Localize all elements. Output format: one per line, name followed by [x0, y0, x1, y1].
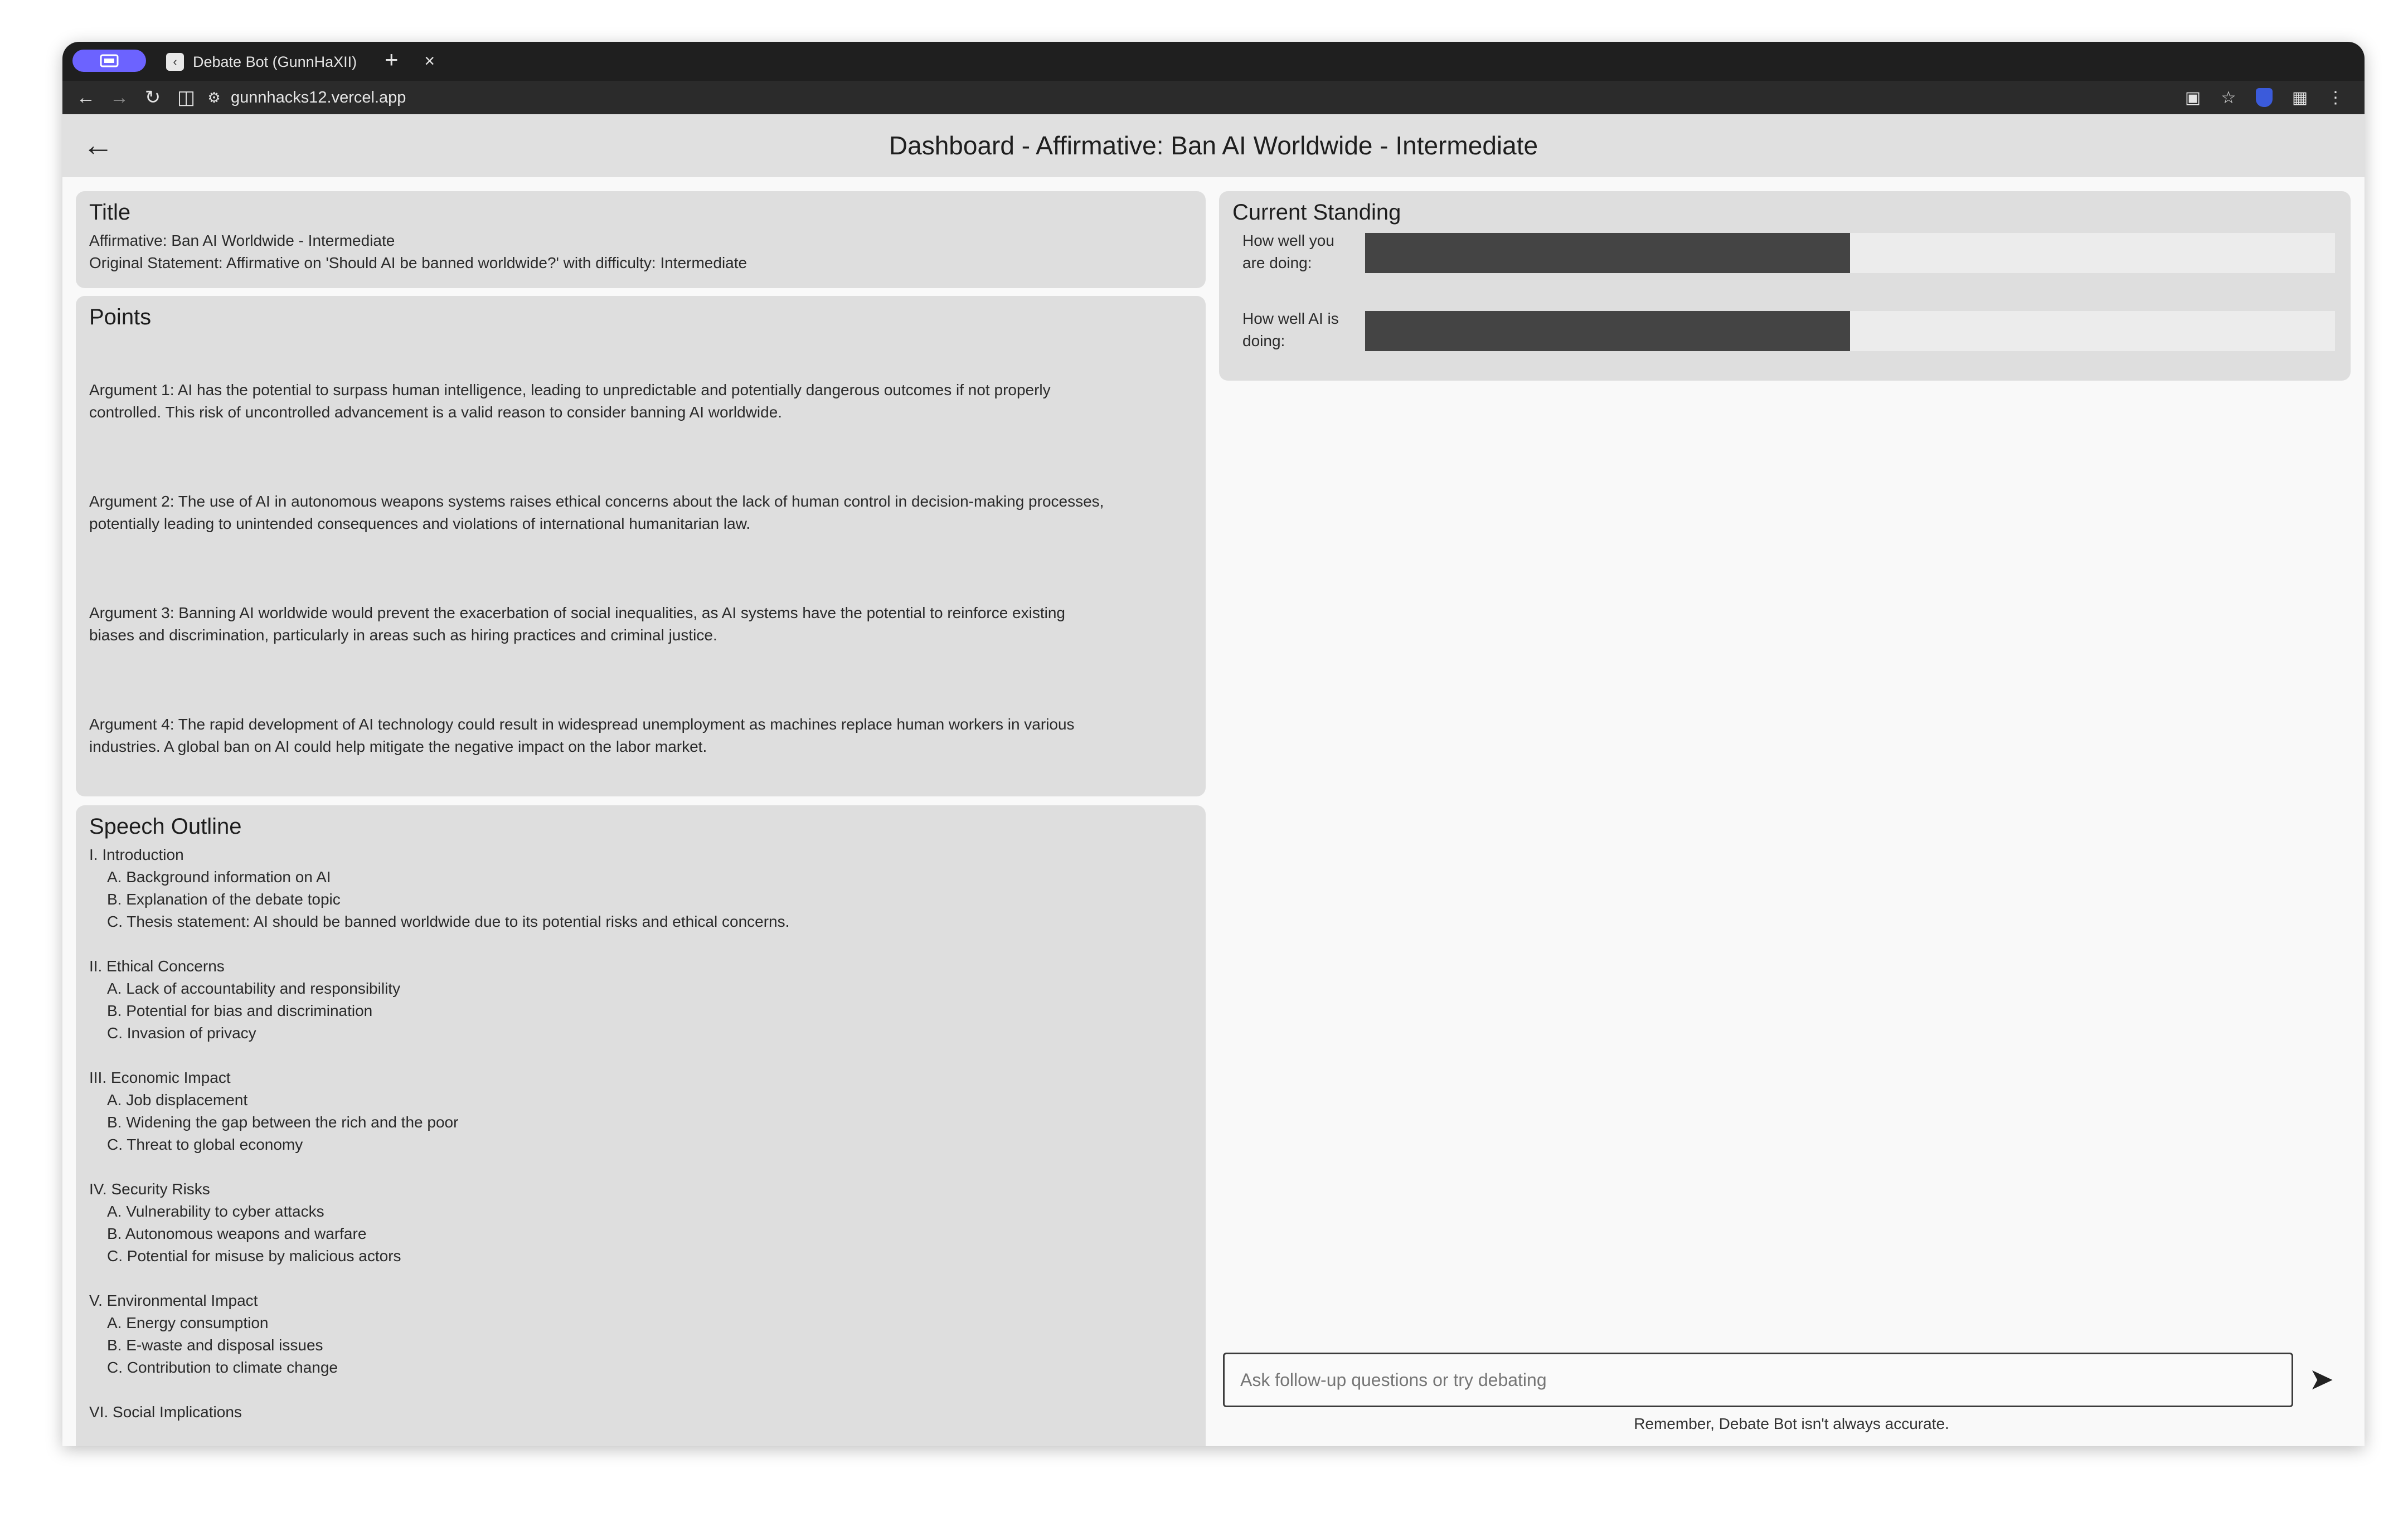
back-icon[interactable]: ← — [76, 86, 95, 108]
tab-search-icon — [99, 54, 119, 68]
browser-window — [62, 42, 2365, 1446]
new-tab-icon[interactable]: + — [385, 46, 399, 72]
user-standing-label: How well you are doing: — [1242, 232, 1334, 271]
outline-section-title: III. Economic Impact — [89, 1069, 231, 1086]
tab-strip — [62, 42, 2365, 81]
ai-standing-row — [1232, 308, 2339, 381]
extensions-icon[interactable]: ▦ — [2292, 88, 2308, 107]
outline-item: C. Threat to global economy — [107, 1136, 303, 1153]
bookmark-star-icon[interactable]: ☆ — [2221, 88, 2236, 107]
outline-item: B. E-waste and disposal issues — [107, 1336, 323, 1354]
outline-item: A. Energy consumption — [107, 1314, 269, 1331]
outline-item: B. Autonomous weapons and warfare — [107, 1225, 367, 1242]
points-card — [76, 296, 1206, 796]
ai-progress-fill — [1365, 311, 1850, 351]
site-info-icon[interactable]: ⚙ — [207, 89, 221, 106]
send-icon[interactable]: ➤ — [2309, 1363, 2334, 1396]
argument-item: Argument 1: AI has the potential to surpass human intelligence, leading to unpredictable and potentially dangerous outcomes if not properly controlled. This risk of uncontrolled advancement is a valid reason to consider banning AI worldwide. — [89, 381, 1051, 421]
outline-heading: Speech Outline — [89, 814, 242, 839]
standing-heading: Current Standing — [1232, 200, 1401, 225]
url-field[interactable]: gunnhacks12.vercel.app — [231, 88, 406, 106]
address-bar — [62, 81, 2365, 114]
outline-section-title: VI. Social Implications — [89, 1403, 242, 1421]
tab-title: Debate Bot (GunnHaXII) — [193, 53, 357, 70]
outline-section-title: I. Introduction — [89, 846, 184, 863]
user-standing-row — [1232, 230, 2339, 308]
title-card — [76, 191, 1206, 288]
chat-input[interactable] — [1223, 1353, 2293, 1407]
title-heading: Title — [89, 200, 131, 225]
outline-item: B. Potential for bias and discrimination — [107, 1002, 373, 1019]
tab-group-pill[interactable] — [72, 50, 146, 72]
close-icon[interactable]: × — [424, 51, 435, 71]
title-line-1: Affirmative: Ban AI Worldwide - Intermediate — [89, 232, 395, 249]
title-line-2: Original Statement: Affirmative on 'Should AI be banned worldwide?' with difficulty: Intermediate — [89, 254, 747, 271]
outline-item: A. Lack of accountability and responsibility — [107, 980, 401, 997]
points-heading: Points — [89, 305, 152, 329]
app-header — [62, 114, 2365, 177]
page-title: Dashboard - Affirmative: Ban AI Worldwide - Intermediate — [889, 131, 1538, 160]
favicon-icon: ‹ — [166, 53, 184, 71]
argument-item: Argument 4: The rapid development of AI technology could result in widespread unemployment as machines replace human workers in various industries. A global ban on AI could help mitigate the negative impact on the labor market. — [89, 716, 1075, 755]
user-progress-track — [1365, 233, 2335, 273]
forward-icon[interactable]: → — [110, 86, 129, 108]
outline-item: A. Vulnerability to cyber attacks — [107, 1203, 324, 1220]
current-standing-card — [1219, 191, 2351, 381]
outline-item: C. Contribution to climate change — [107, 1359, 338, 1376]
outline-item: B. Explanation of the debate topic — [107, 891, 341, 908]
password-manager-icon[interactable] — [2256, 88, 2273, 107]
outline-item: C. Thesis statement: AI should be banned worldwide due to its potential risks and ethical concerns. — [107, 913, 790, 930]
outline-item: C. Potential for misuse by malicious actors — [107, 1247, 401, 1265]
split-view-icon[interactable]: ◫ — [177, 87, 196, 108]
outline-section-title: IV. Security Risks — [89, 1180, 210, 1198]
ai-standing-label: How well AI is doing: — [1242, 310, 1339, 349]
user-progress-fill — [1365, 233, 1850, 273]
disclaimer-text: Remember, Debate Bot isn't always accurate. — [1634, 1415, 1949, 1432]
outline-item: A. Background information on AI — [107, 868, 331, 886]
menu-kebab-icon[interactable]: ⋮ — [2327, 88, 2344, 107]
argument-item: Argument 2: The use of AI in autonomous weapons systems raises ethical concerns about the lack of human control in decision-making processes, potentially leading to unintended consequences and violations of international humanitarian law. — [89, 493, 1104, 532]
back-arrow-icon[interactable]: ← — [82, 127, 114, 162]
outline-item: A. Job displacement — [107, 1091, 248, 1108]
outline-section-title: II. Ethical Concerns — [89, 957, 225, 975]
ai-progress-track — [1365, 311, 2335, 351]
argument-item: Argument 3: Banning AI worldwide would prevent the exacerbation of social inequalities, as AI systems have the potential to reinforce existing biases and discrimination, particularly in areas such as hiring practices and criminal justice. — [89, 604, 1065, 644]
outline-section-title: V. Environmental Impact — [89, 1292, 258, 1309]
reload-icon[interactable]: ↻ — [144, 87, 161, 108]
cast-icon[interactable]: ▣ — [2184, 88, 2201, 107]
outline-item: B. Widening the gap between the rich and the poor — [107, 1114, 459, 1131]
outline-item: C. Invasion of privacy — [107, 1024, 256, 1042]
speech-outline-card — [76, 805, 1206, 1446]
